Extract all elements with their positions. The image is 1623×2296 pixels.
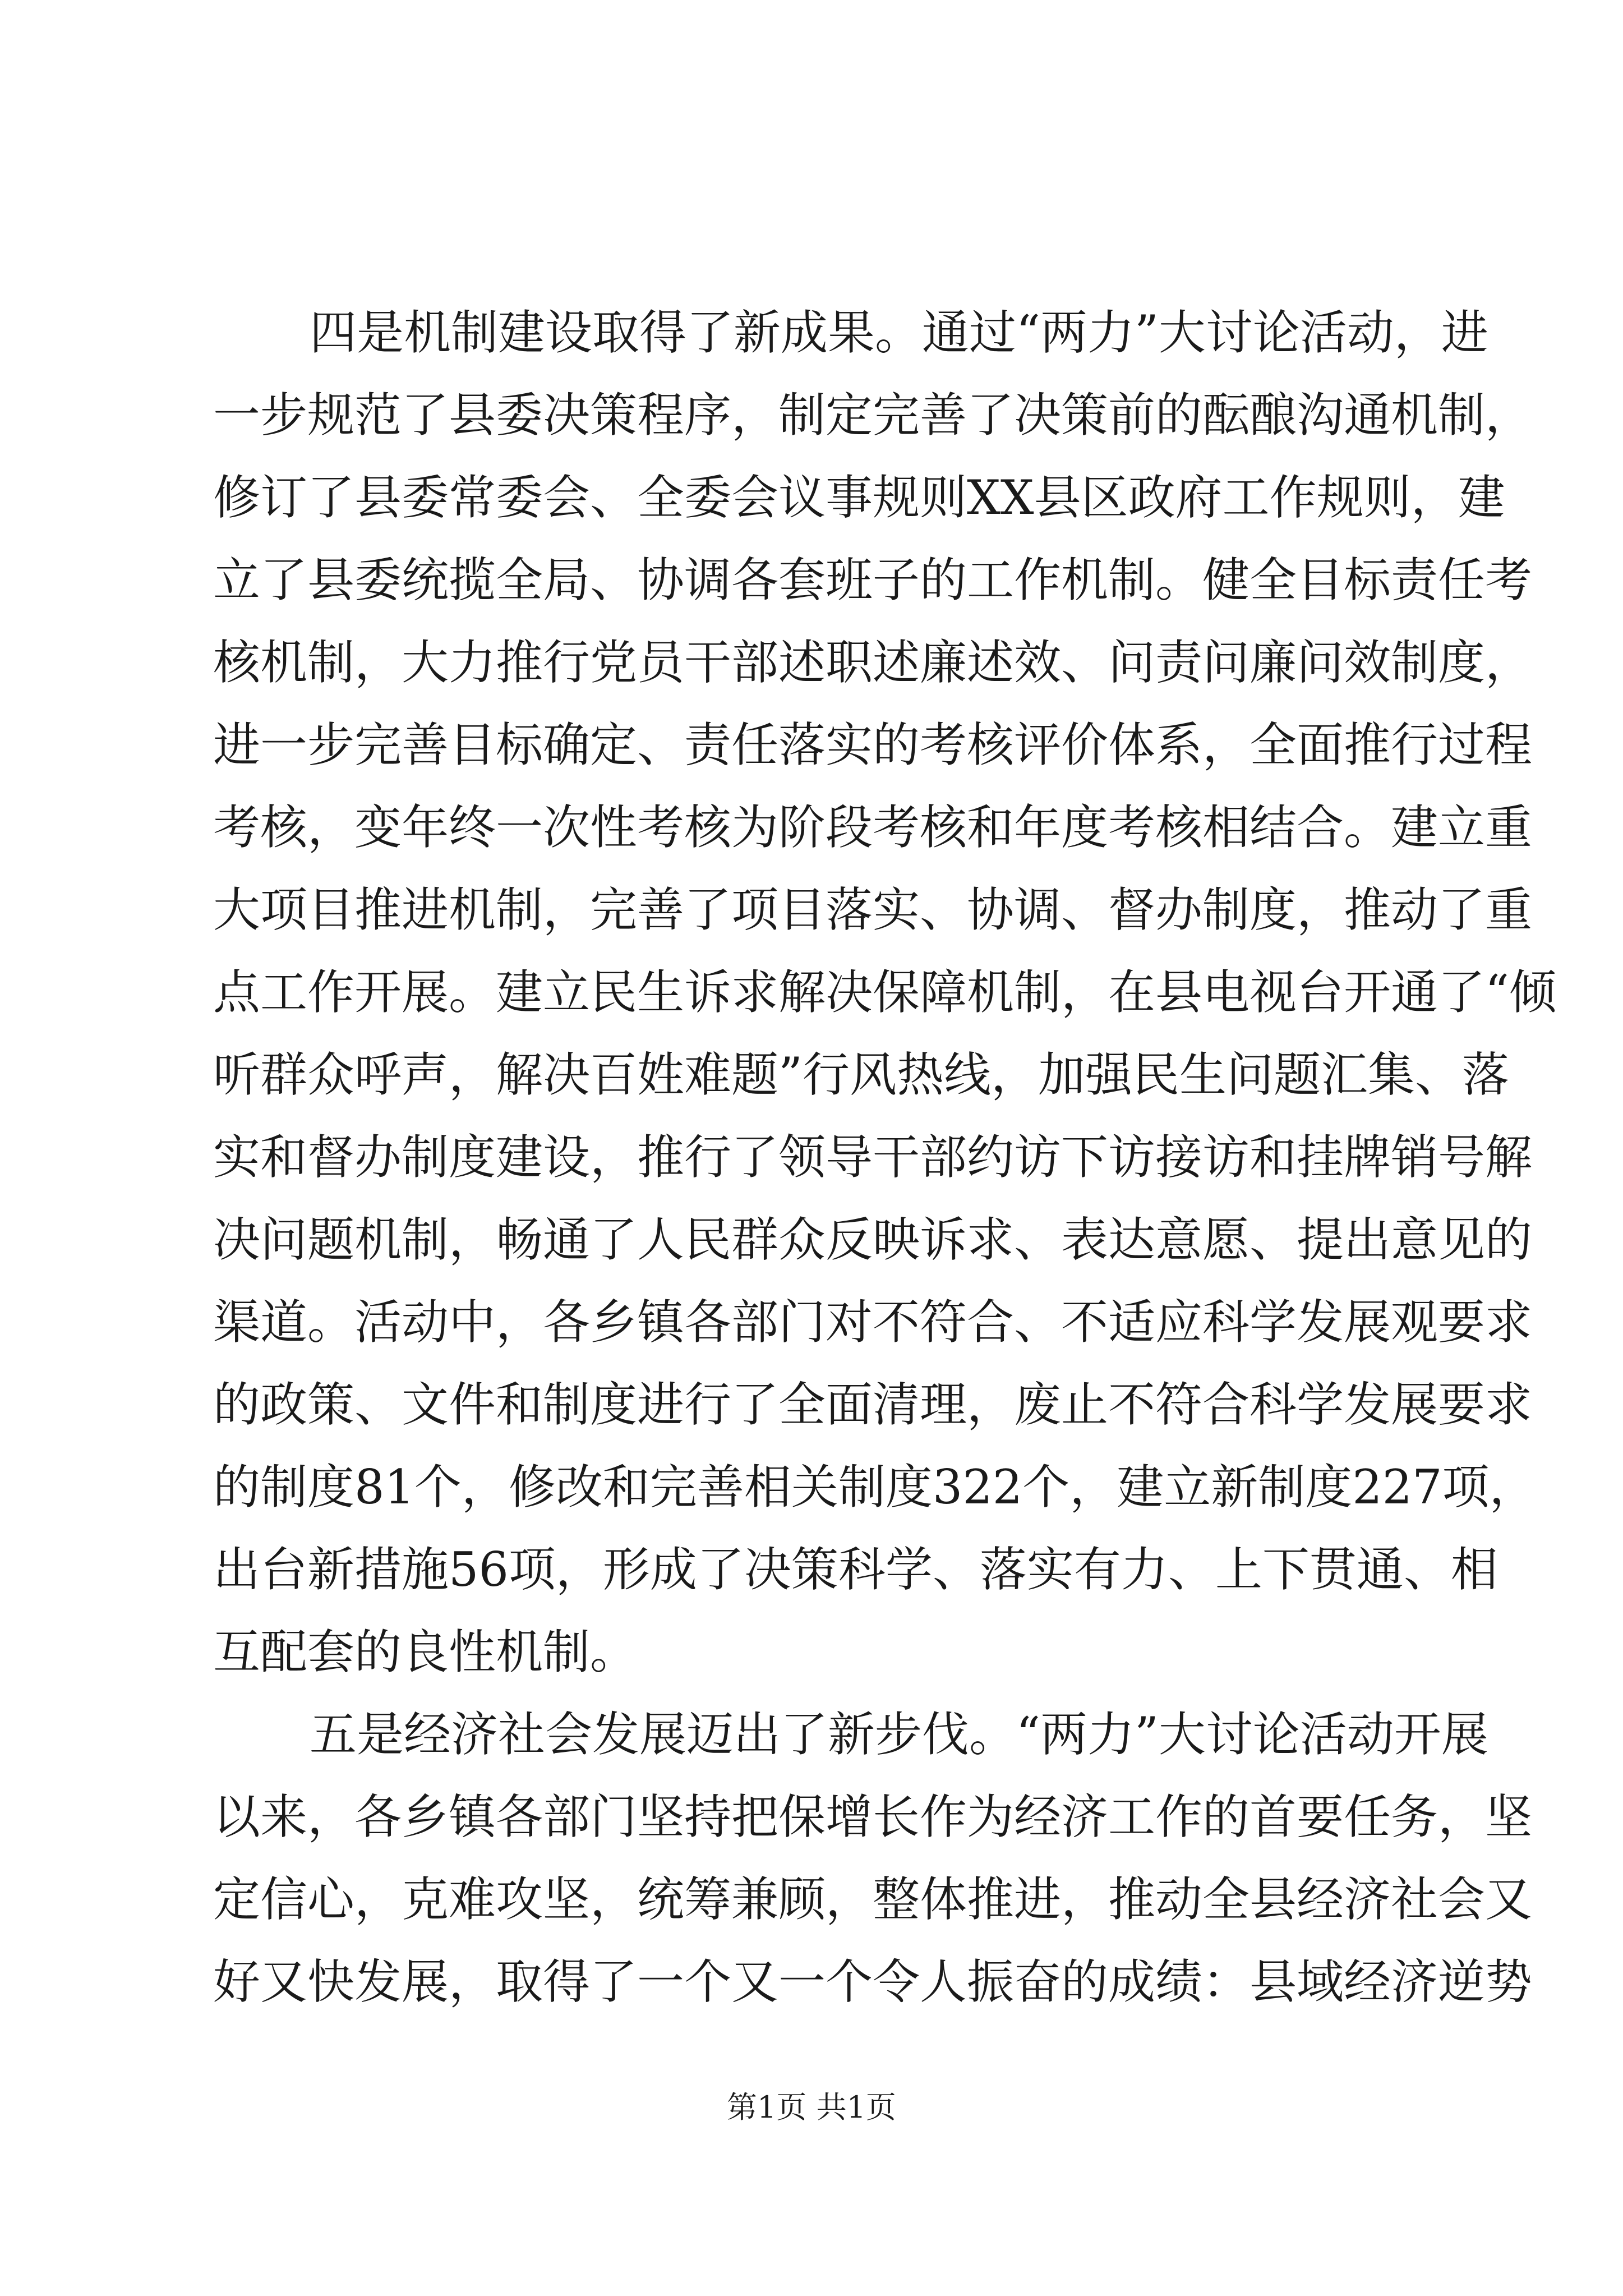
text-line: 听群众呼声，解决百姓难题”行风热线，加强民生问题汇集、落: [213, 1047, 1509, 1102]
text-line: 五是经济社会发展迈出了新步伐。“两力”大讨论活动开展: [310, 1707, 1488, 1762]
text-line: 渠道。活动中，各乡镇各部门对不符合、不适应科学发展观要求: [213, 1295, 1533, 1350]
text-line: 出台新措施56项，形成了决策科学、落实有力、上下贯通、相: [213, 1542, 1498, 1597]
text-line: 考核，变年终一次性考核为阶段考核和年度考核相结合。建立重: [213, 800, 1533, 855]
text-line: 一步规范了县委决策程序，制定完善了决策前的酝酿沟通机制，: [213, 388, 1533, 443]
text-line: 核机制，大力推行党员干部述职述廉述效、问责问廉问效制度，: [213, 635, 1533, 690]
paragraph-economic-development: [213, 1694, 1533, 2023]
text-line: 的政策、文件和制度进行了全面清理，废止不符合科学发展要求: [213, 1377, 1533, 1432]
text-line: 的制度81个，修改和完善相关制度322个，建立新制度227项，: [213, 1460, 1537, 1515]
text-line: 四是机制建设取得了新成果。通过“两力”大讨论活动，进: [310, 305, 1488, 360]
document-body: [213, 292, 1556, 2023]
page-footer: 第1页 共1页: [727, 2090, 896, 2125]
text-line: 实和督办制度建设，推行了领导干部约访下访接访和挂牌销号解: [213, 1130, 1533, 1185]
text-line: 修订了县委常委会、全委会议事规则XX县区政府工作规则，建: [213, 470, 1505, 525]
text-line: 以来，各乡镇各部门坚持把保增长作为经济工作的首要任务，坚: [213, 1789, 1533, 1844]
text-line: 定信心，克难攻坚，统筹兼顾，整体推进，推动全县经济社会又: [213, 1872, 1533, 1927]
text-line: 进一步完善目标确定、责任落实的考核评价体系，全面推行过程: [213, 717, 1533, 772]
text-line: 大项目推进机制，完善了项目落实、协调、督办制度，推动了重: [213, 882, 1533, 937]
paragraph-mechanism-building: [213, 292, 1556, 1694]
text-line: 好又快发展，取得了一个又一个令人振奋的成绩：县域经济逆势: [213, 1954, 1533, 2009]
text-line: 决问题机制，畅通了人民群众反映诉求、表达意愿、提出意见的: [213, 1212, 1533, 1267]
text-line: 互配套的良性机制。: [213, 1625, 638, 1680]
text-line: 立了县委统揽全局、协调各套班子的工作机制。健全目标责任考: [213, 553, 1533, 608]
text-line: 点工作开展。建立民生诉求解决保障机制，在县电视台开通了“倾: [213, 965, 1556, 1020]
